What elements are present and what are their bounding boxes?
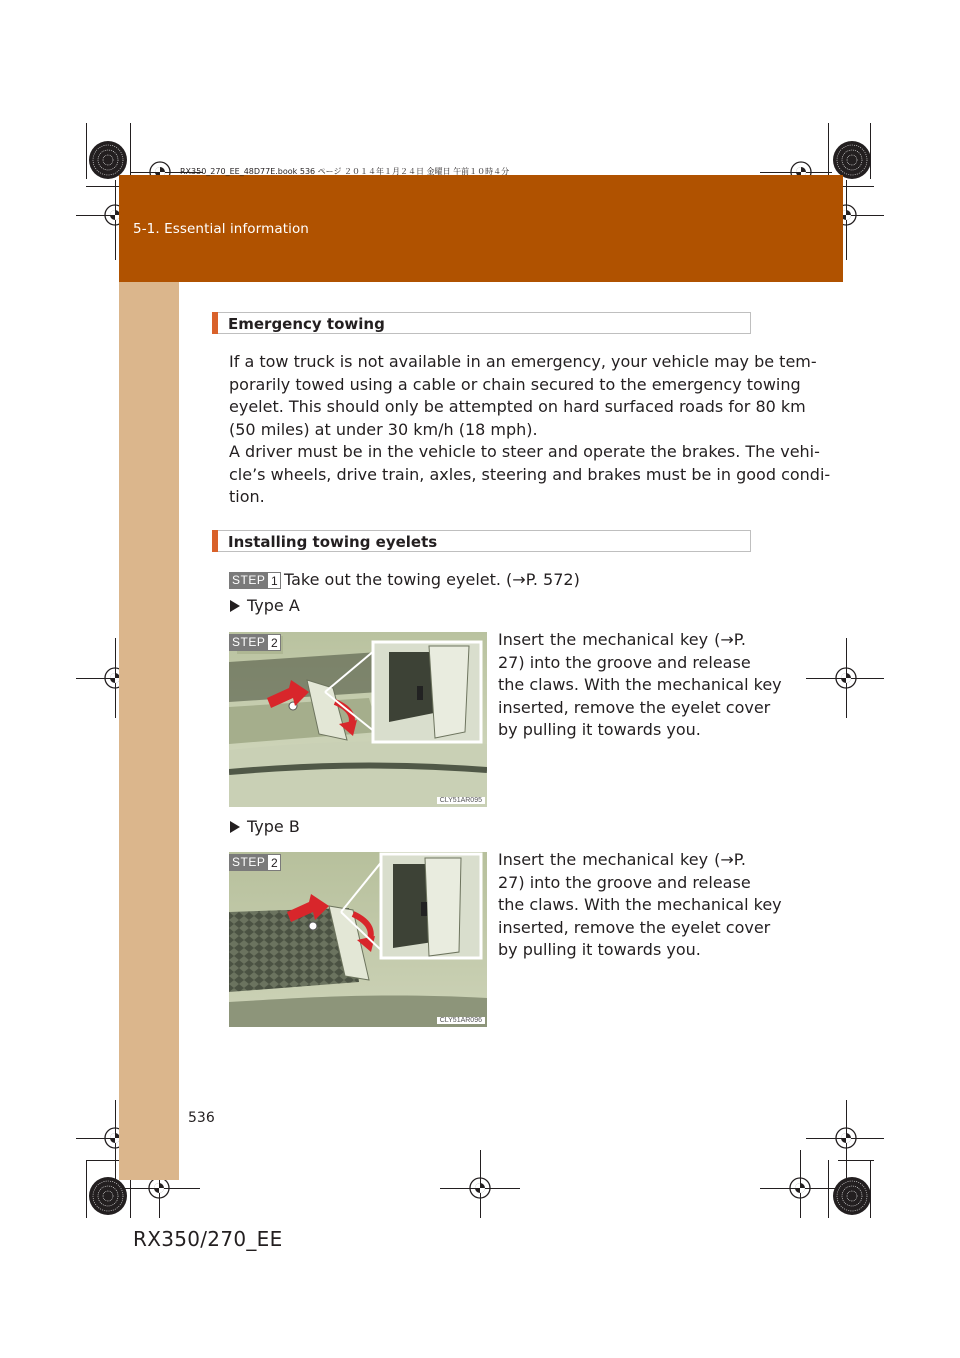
triangle-bullet-icon bbox=[230, 821, 240, 833]
instruction-line: the claws. With the mechanical key bbox=[498, 675, 782, 695]
instruction-line: inserted, remove the eyelet cover bbox=[498, 917, 771, 937]
instruction-line: 27) into the groove and release bbox=[498, 652, 751, 672]
heading-title: Emergency towing bbox=[228, 315, 385, 333]
type-a-figure bbox=[229, 632, 487, 807]
heading-title: Installing towing eyelets bbox=[228, 533, 438, 551]
paragraph-line: tion. bbox=[229, 487, 265, 506]
installing-towing-eyelets-heading bbox=[212, 530, 751, 552]
instruction-line: Insert the mechanical key (→P. bbox=[498, 850, 746, 869]
step-1-text: Take out the towing eyelet. (→P. 572) bbox=[284, 570, 580, 589]
step-number: 1 bbox=[268, 572, 281, 589]
figure-code: CLY51AR096 bbox=[437, 1017, 485, 1024]
type-b-label bbox=[230, 817, 300, 836]
type-b-step-badge bbox=[229, 854, 281, 871]
instruction-line: by pulling it towards you. bbox=[498, 720, 701, 740]
paragraph-line: A driver must be in the vehicle to steer and operate the brakes. The vehi- bbox=[229, 442, 820, 461]
step-number: 2 bbox=[268, 854, 281, 871]
bumper-illustration-b bbox=[229, 852, 487, 1027]
heading-accent bbox=[212, 312, 218, 334]
page-number: 536 bbox=[188, 1110, 215, 1126]
type-a-step-badge bbox=[229, 634, 281, 651]
step-word: STEP bbox=[229, 854, 268, 871]
registration-star-bottom-left bbox=[89, 1177, 127, 1215]
type-a-label bbox=[230, 596, 300, 615]
file-info: RX350_270_EE_48D77E.book 536 ページ ２０１４年１月２４日 金曜日 午前１０時４分 bbox=[180, 167, 510, 176]
registration-star-top-right bbox=[833, 141, 871, 179]
type-a-instructions bbox=[498, 629, 782, 742]
step-word: STEP bbox=[229, 572, 268, 589]
figure-code: CLY51AR095 bbox=[437, 797, 485, 804]
instruction-line: inserted, remove the eyelet cover bbox=[498, 697, 771, 717]
triangle-bullet-icon bbox=[230, 600, 240, 612]
step-number: 2 bbox=[268, 634, 281, 651]
registration-star-bottom-right bbox=[833, 1177, 871, 1215]
heading-accent bbox=[212, 530, 218, 552]
paragraph-line: (50 miles) at under 30 km/h (18 mph). bbox=[229, 419, 538, 439]
section-label: 5-1. Essential information bbox=[133, 221, 309, 237]
type-b-instructions bbox=[498, 849, 782, 962]
emergency-towing-heading bbox=[212, 312, 751, 334]
step-word: STEP bbox=[229, 634, 268, 651]
emergency-towing-paragraph bbox=[229, 351, 831, 509]
instruction-line: by pulling it towards you. bbox=[498, 940, 701, 960]
step-1-badge bbox=[229, 572, 281, 589]
registration-star-top-left bbox=[89, 141, 127, 179]
type-a-text: Type A bbox=[247, 596, 300, 615]
instruction-line: 27) into the groove and release bbox=[498, 872, 751, 892]
type-b-figure bbox=[229, 852, 487, 1027]
paragraph-line: eyelet. This should only be attempted on hard surfaced roads for 80 km bbox=[229, 397, 806, 416]
paragraph-line: porarily towed using a cable or chain secured to the emergency towing bbox=[229, 374, 801, 394]
paragraph-line: cle’s wheels, drive train, axles, steering and brakes must be in good condi- bbox=[229, 464, 831, 484]
bumper-illustration-a bbox=[229, 632, 487, 807]
paragraph-line: If a tow truck is not available in an emergency, your vehicle may be tem- bbox=[229, 352, 817, 371]
type-b-text: Type B bbox=[247, 817, 300, 836]
instruction-line: Insert the mechanical key (→P. bbox=[498, 630, 746, 649]
instruction-line: the claws. With the mechanical key bbox=[498, 895, 782, 915]
model-code: RX350/270_EE bbox=[133, 1227, 283, 1251]
side-column bbox=[119, 282, 179, 1180]
